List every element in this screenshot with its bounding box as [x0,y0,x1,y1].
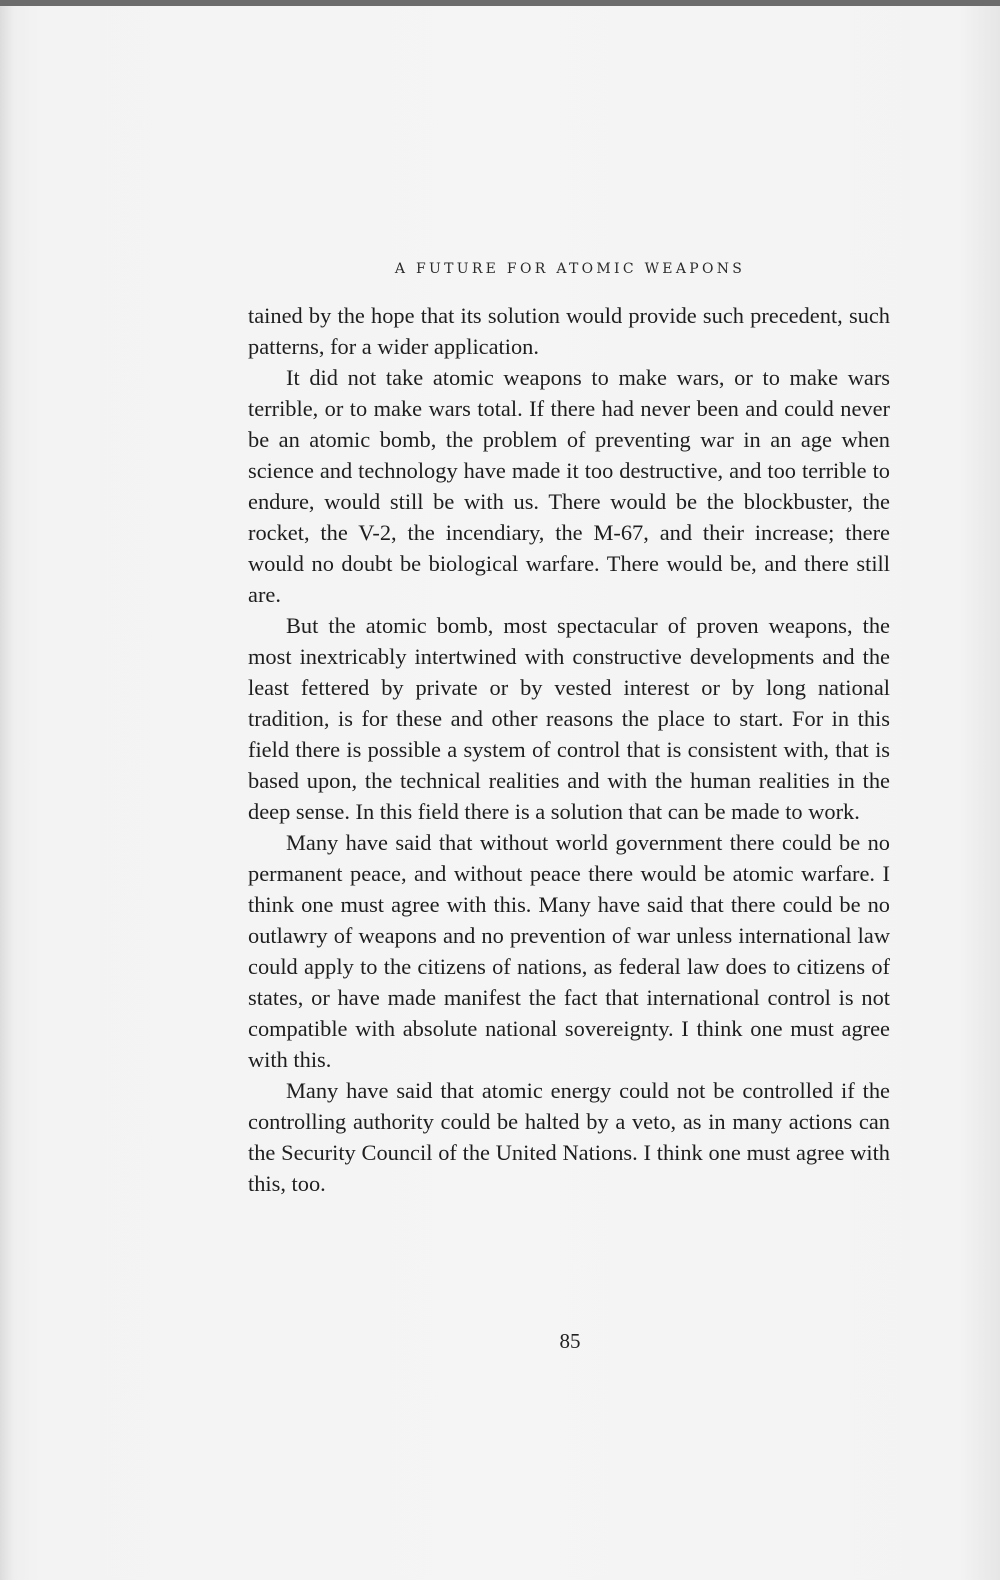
book-page [0,6,1000,1580]
page-number: 85 [559,1329,581,1353]
paragraph: But the atomic bomb, most spectacular of proven weapons, the most inextricably intertwined with constructive developments and the least fettered by private or by vested interest or by long national tradition, is for these and other reasons the place to start. For in this field there is possible a system of control that is consistent with, that is based upon, the technical realities and with the human realities in the deep sense. In this field there is a solution that can be made to work. [248,613,890,824]
paragraph: tained by the hope that its solution would provide such precedent, such patterns, for a wider application. [248,303,890,359]
paragraph: It did not take atomic weapons to make wars, or to make wars terrible, or to make wars total. If there had never been and could never be an atomic bomb, the problem of preventing war in an age when science and technology have made it too destructive, and too terrible to endure, would still be with us. There would be the blockbuster, the rocket, the V-2, the incendiary, the M-67, and their increase; there would no doubt be biological warfare. There would be, and there still are. [248,365,890,607]
body-text [248,300,890,1199]
running-head: A FUTURE FOR ATOMIC WEAPONS [394,261,746,277]
paragraph: Many have said that atomic energy could not be controlled if the controlling authority could be halted by a veto, as in many actions can the Security Council of the United Nations. I think one must agree with this, too. [248,1078,890,1196]
paragraph: Many have said that without world government there could be no permanent peace, and without peace there would be atomic warfare. I think one must agree with this. Many have said that there could be no outlawry of weapons and no prevention of war unless international law could apply to the citizens of nations, as federal law does to citizens of states, or have made manifest the fact that international control is not compatible with absolute national sovereignty. I think one must agree with this. [248,830,890,1072]
